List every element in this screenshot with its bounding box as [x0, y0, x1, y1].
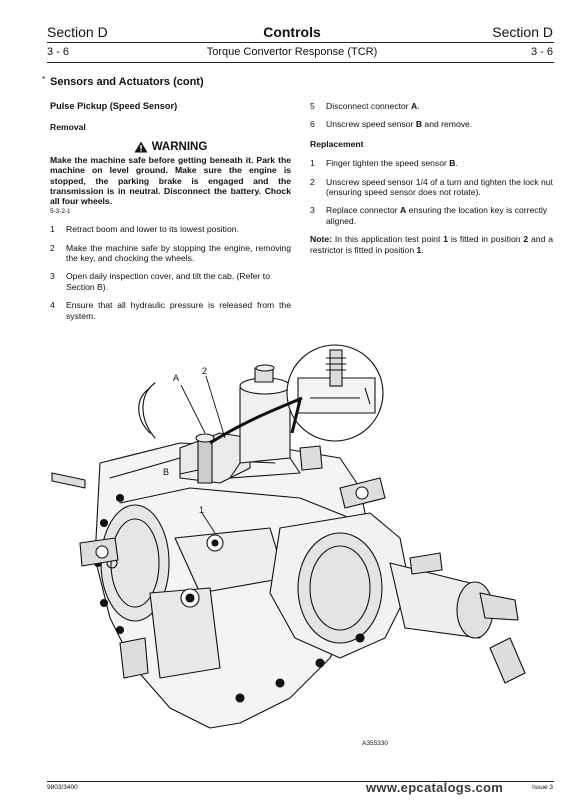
replacement-step — [310, 158, 553, 168]
removal-step — [50, 224, 291, 234]
step-text: Finger tighten the speed sensor B. — [326, 158, 458, 169]
step-text: Disconnect connector A. — [326, 101, 420, 111]
removal-step — [50, 271, 291, 292]
removal-step — [310, 101, 553, 111]
page-title: Controls — [263, 24, 321, 40]
step-number: 4 — [50, 300, 55, 311]
step-number: 1 — [50, 224, 55, 235]
left-column — [50, 101, 291, 329]
step-number: 6 — [310, 119, 315, 130]
note-text: Note: In this application test point 1 is fitted in position 2 and a restrictor is fitted in position 1. — [310, 234, 553, 255]
replacement-step — [310, 177, 553, 198]
step-number: 3 — [50, 271, 55, 282]
removal-step — [50, 300, 291, 321]
step-number: 3 — [310, 205, 315, 216]
header-rule-bottom — [47, 62, 554, 63]
header-rule-top — [47, 42, 554, 43]
page-number-left: 3 - 6 — [47, 46, 70, 58]
replacement-step — [310, 205, 553, 226]
warning-ref: 5-3-2-1 — [50, 207, 71, 215]
callout-label-b: B — [163, 467, 170, 477]
step-text: Unscrew speed sensor 1/4 of a turn and tighten the lock nut (ensuring speed sensor does not rotate). — [326, 176, 553, 198]
callout-label-a: A — [173, 373, 180, 383]
step-text: Ensure that all hydraulic pressure is released from the system. — [66, 300, 291, 321]
removal-label: Removal — [50, 122, 86, 133]
subheading: Pulse Pickup (Speed Sensor) — [50, 101, 178, 111]
warning-title — [50, 141, 291, 153]
page-number-right: 3 - 6 — [530, 46, 553, 58]
doc-number: 9803/3400 — [47, 784, 78, 791]
right-column — [310, 101, 553, 255]
callout-label-2: 2 — [202, 366, 208, 376]
step-text: Retract boom and lower to its lowest position. — [66, 224, 239, 235]
section-label-right: Section D — [492, 24, 553, 40]
leader-a — [181, 385, 205, 433]
replacement-label: Replacement — [310, 138, 364, 149]
figure-ref: A355330 — [362, 740, 389, 747]
callout-label-1: 1 — [199, 505, 205, 515]
step-number: 2 — [310, 176, 315, 187]
step-text: Unscrew speed sensor B and remove. — [326, 119, 473, 130]
step-text: Open daily inspection cover, and tilt the cab. (Refer to Section B). — [66, 271, 270, 292]
step-number: 1 — [310, 158, 315, 169]
issue-label: Issue 3 — [532, 784, 553, 791]
removal-step — [50, 243, 291, 264]
warning-triangle-icon — [134, 141, 148, 153]
section-label-left: Section D — [47, 24, 108, 40]
pump-assembly-illustration — [40, 338, 540, 768]
warning-text: Make the machine safe before getting beneath it. Park the machine on level ground. Make sure the engine is stopped, the parking brake is engaged and the transmission is in neutral. Disconnect the battery. Chock all four wheels. — [50, 154, 291, 207]
removal-step — [310, 119, 553, 129]
page-subtitle: Torque Convertor Response (TCR) — [206, 46, 378, 58]
watermark: www.epcatalogs.com — [366, 780, 504, 795]
step-number: 5 — [310, 101, 315, 111]
leader-2 — [206, 376, 225, 438]
change-marker: * — [42, 75, 46, 84]
step-text: Replace connector A ensuring the location key is correctly aligned. — [326, 205, 548, 226]
warning-label: WARNING — [151, 140, 208, 153]
step-text: Make the machine safe by stopping the engine, removing the key, and chocking the wheels. — [66, 242, 291, 264]
section-heading: Sensors and Actuators (cont) — [50, 76, 204, 88]
step-number: 2 — [50, 242, 55, 253]
